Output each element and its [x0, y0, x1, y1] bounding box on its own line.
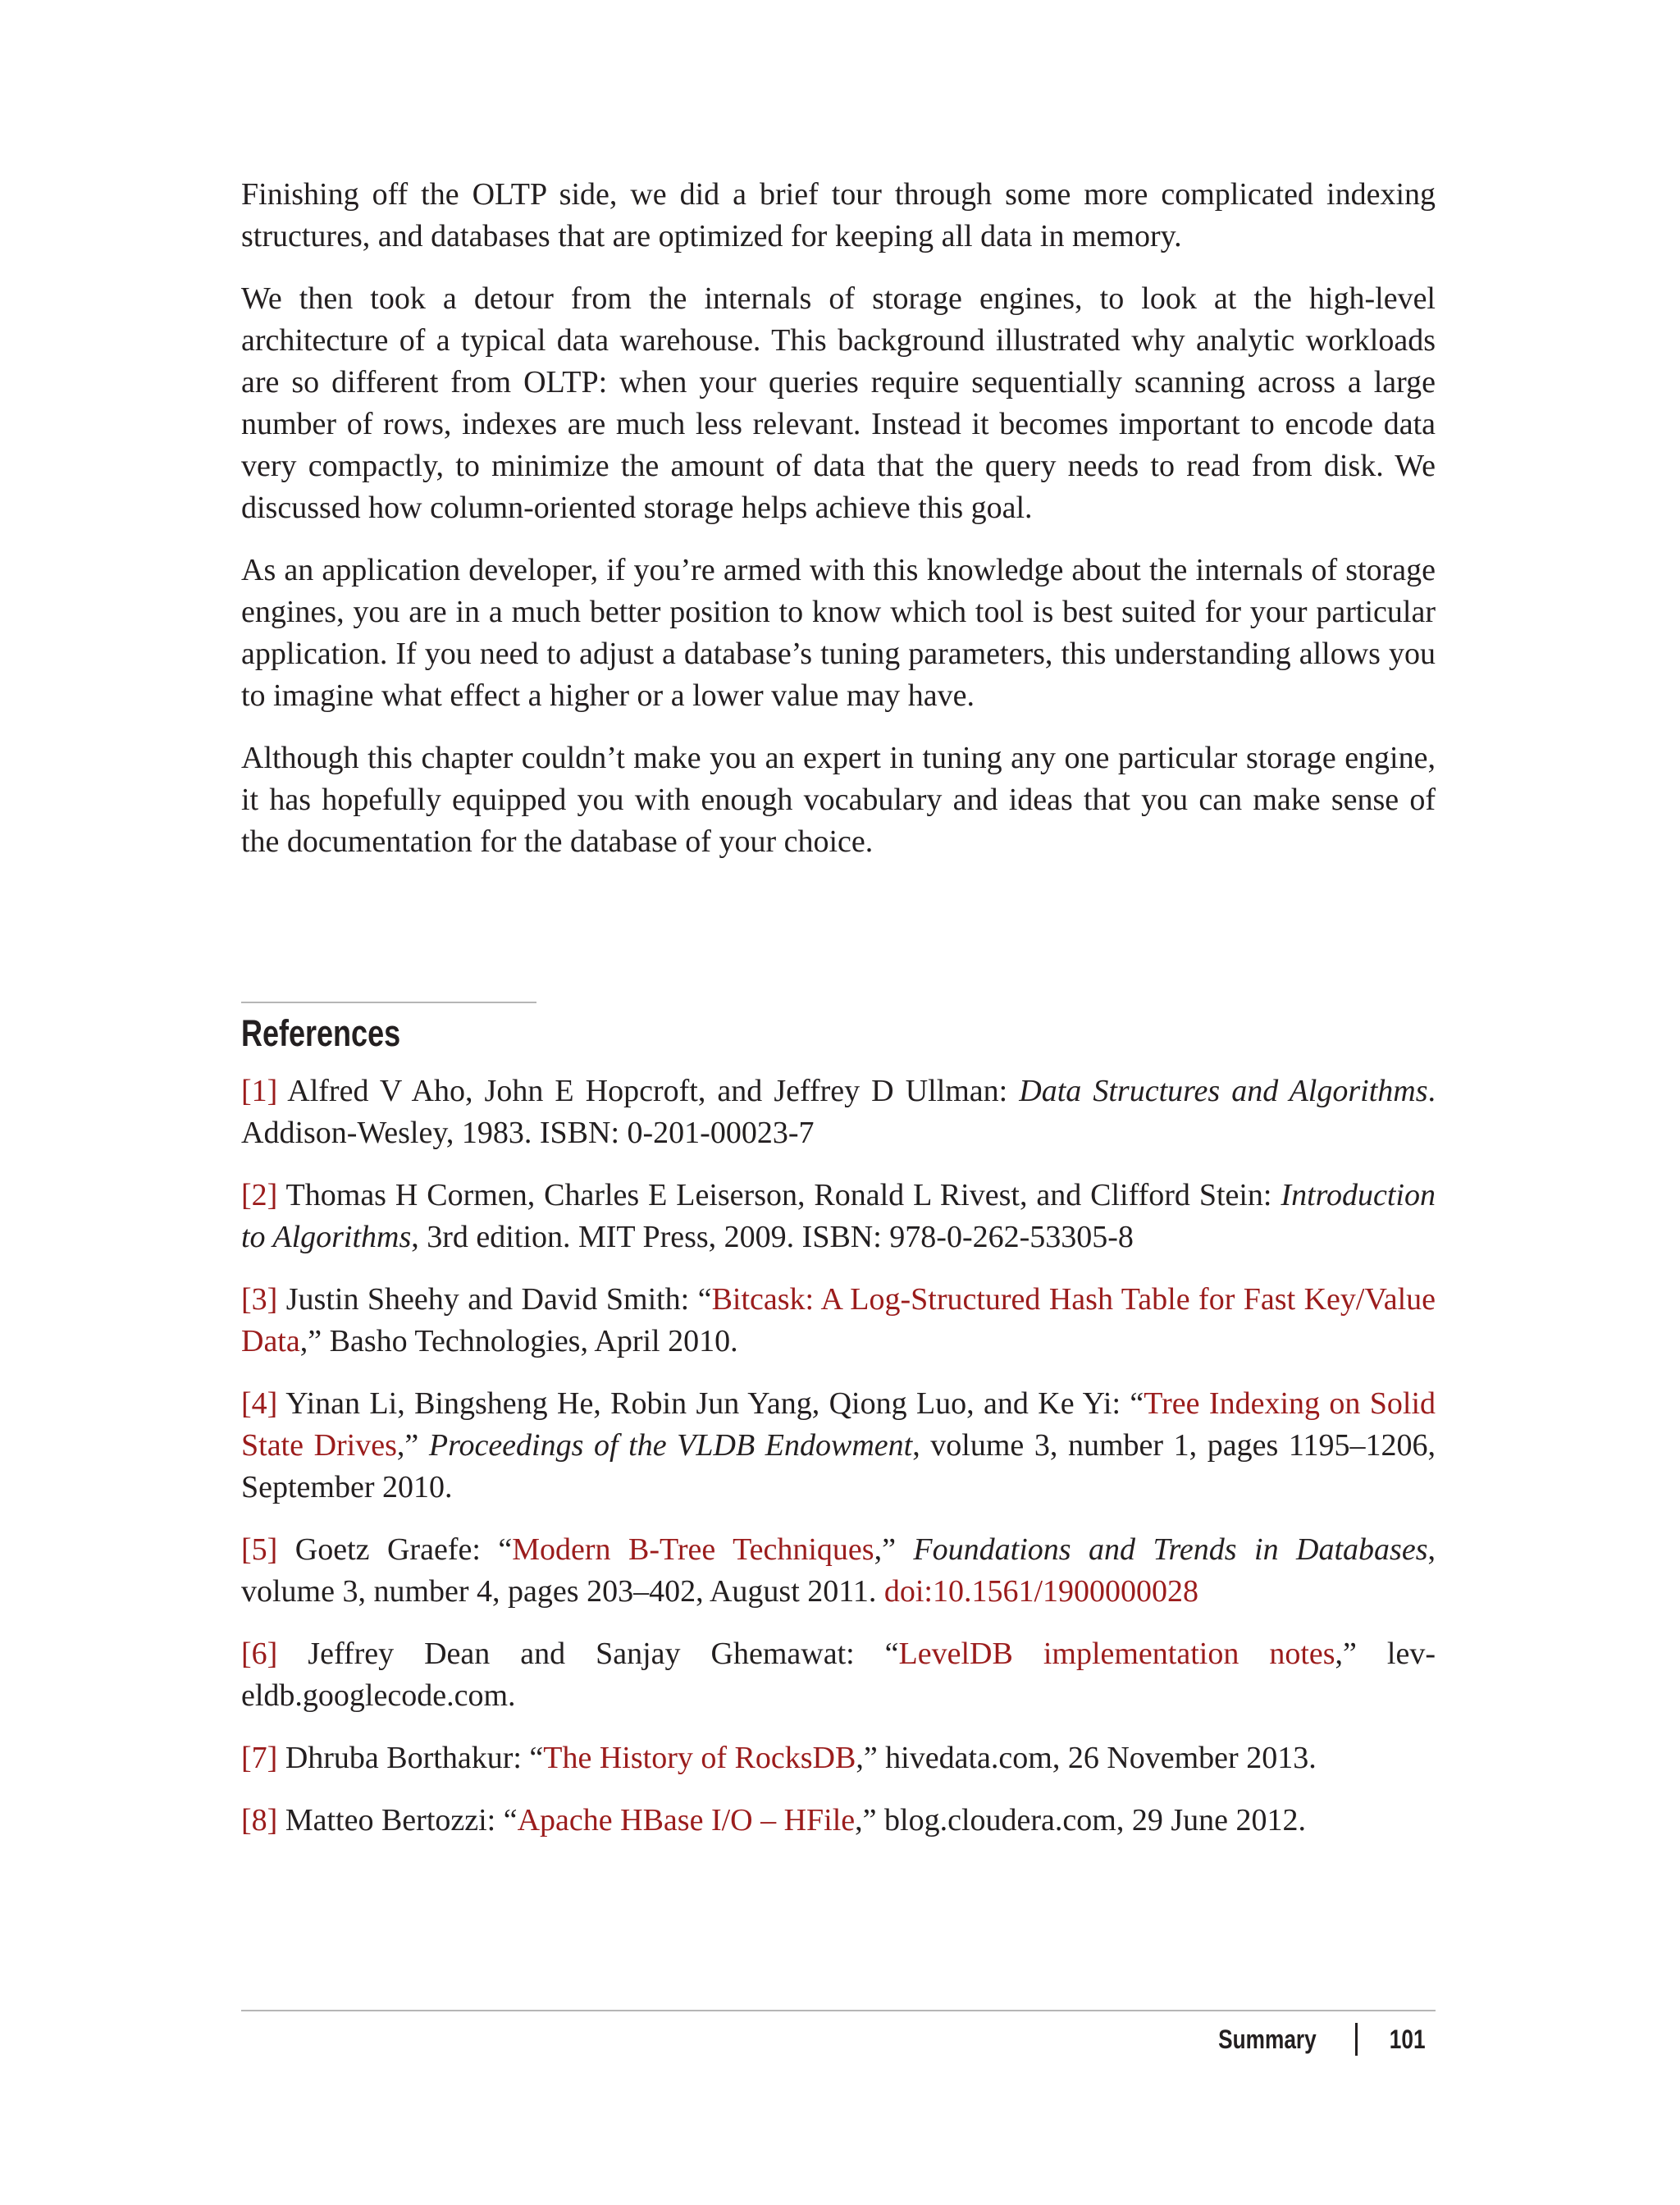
reference-number[interactable]: [3]	[241, 1282, 278, 1317]
reference-separator: ,”	[874, 1532, 914, 1567]
reference-number[interactable]: [6]	[241, 1637, 278, 1671]
reference-separator: ,”	[396, 1428, 429, 1463]
page-footer	[1208, 2021, 1429, 2057]
footer-separator	[1355, 2023, 1358, 2056]
page-number: 101	[1389, 2025, 1426, 2054]
reference-item-4	[241, 1383, 1436, 1509]
reference-venue: Foundations and Trends in Databases	[913, 1532, 1428, 1567]
reference-number[interactable]: [2]	[241, 1178, 278, 1212]
reference-number[interactable]: [4]	[241, 1386, 278, 1421]
reference-doi-link[interactable]: doi:10.1561/1900000028	[883, 1574, 1199, 1609]
reference-item-5	[241, 1529, 1436, 1613]
references-list	[241, 1071, 1436, 1862]
reference-details: ,” blog.cloudera.com, 29 June 2012.	[855, 1803, 1306, 1838]
reference-title: Data Structures and Algorithms	[1019, 1074, 1428, 1108]
reference-title: Introduction to Algorithms	[241, 1178, 1436, 1254]
reference-item-7	[241, 1737, 1436, 1779]
reference-link[interactable]: Modern B-Tree Techniques	[512, 1532, 874, 1567]
reference-details: . Addison-Wesley, 1983. ISBN: 0-201-00023-7	[241, 1074, 1436, 1150]
reference-item-8	[241, 1800, 1436, 1842]
reference-venue: Proceedings of the VLDB Endowment	[428, 1428, 913, 1463]
reference-link[interactable]: The History of RocksDB	[543, 1741, 856, 1775]
reference-details: , volume 3, number 4, pages 203–402, August 2011.	[241, 1532, 1436, 1609]
reference-authors: Goetz Graefe: “	[277, 1532, 513, 1567]
reference-details: , volume 3, number 1, pages 1195–1206, September 2010.	[241, 1428, 1436, 1504]
reference-link[interactable]: Bitcask: A Log-Structured Hash Table for Fast Key/Value Data	[241, 1282, 1436, 1358]
reference-details: ,” hivedata.com, 26 November 2013.	[856, 1741, 1317, 1775]
reference-authors: Jeffrey Dean and Sanjay Ghemawat: “	[277, 1637, 899, 1671]
reference-link[interactable]: Tree Indexing on Solid State Drives	[241, 1386, 1436, 1463]
reference-details: ,” leveldb.googlecode.com.	[241, 1637, 1436, 1713]
reference-number[interactable]: [1]	[241, 1074, 278, 1108]
reference-link[interactable]: Apache HBase I/O – HFile	[517, 1803, 856, 1838]
reference-item-1	[241, 1071, 1436, 1154]
references-heading: References	[241, 1012, 401, 1054]
reference-authors: Yinan Li, Bingsheng He, Robin Jun Yang, Qiong Luo, and Ke Yi: “	[277, 1386, 1144, 1421]
reference-authors: Justin Sheehy and David Smith: “	[277, 1282, 712, 1317]
reference-authors: Dhruba Borthakur: “	[277, 1741, 544, 1775]
reference-item-2	[241, 1175, 1436, 1258]
reference-authors: Thomas H Cormen, Charles E Leiserson, Ronald L Rivest, and Clifford Stein:	[277, 1178, 1281, 1212]
reference-number[interactable]: [8]	[241, 1803, 278, 1838]
reference-details: ,” Basho Technologies, April 2010.	[299, 1324, 738, 1358]
reference-link[interactable]: LevelDB implementation notes	[898, 1637, 1335, 1671]
reference-item-3	[241, 1279, 1436, 1363]
footer-rule	[241, 2010, 1436, 2011]
reference-number[interactable]: [7]	[241, 1741, 278, 1775]
paragraph-3: As an application developer, if you’re armed with this knowledge about the internals of storage engines, you are in a much better position to know which tool is best suited for your particular application. If you need to adjust a database’s tuning parameters, this understanding allows you to imagine what effect a higher or a lower value may have.	[241, 553, 1436, 713]
reference-item-6	[241, 1633, 1436, 1717]
paragraph-1: Finishing off the OLTP side, we did a brief tour through some more complicated indexing structures, and databases that are optimized for keeping all data in memory.	[241, 177, 1436, 253]
reference-authors: Matteo Bertozzi: “	[277, 1803, 518, 1838]
reference-details: , 3rd edition. MIT Press, 2009. ISBN: 978-0-262-53305-8	[411, 1220, 1134, 1254]
section-divider	[241, 1002, 536, 1003]
body-text	[241, 174, 1436, 883]
paragraph-2: We then took a detour from the internals of storage engines, to look at the high-level architecture of a typical data warehouse. This background illustrated why analytic workloads are so different from OLTP: when your queries require sequentially scanning across a large number of rows, indexes are much less relevant. Instead it becomes important to encode data very compactly, to minimize the amount of data that the query needs to read from disk. We discussed how column-oriented storage helps achieve this goal.	[241, 281, 1436, 525]
footer-section-title: Summary	[1217, 2025, 1317, 2054]
reference-number[interactable]: [5]	[241, 1532, 278, 1567]
reference-authors: Alfred V Aho, John E Hopcroft, and Jeffrey D Ullman:	[277, 1074, 1020, 1108]
paragraph-4: Although this chapter couldn’t make you an expert in tuning any one particular storage engine, it has hopefully equipped you with enough vocabulary and ideas that you can make sense of the documentation for the database of your choice.	[241, 741, 1436, 859]
